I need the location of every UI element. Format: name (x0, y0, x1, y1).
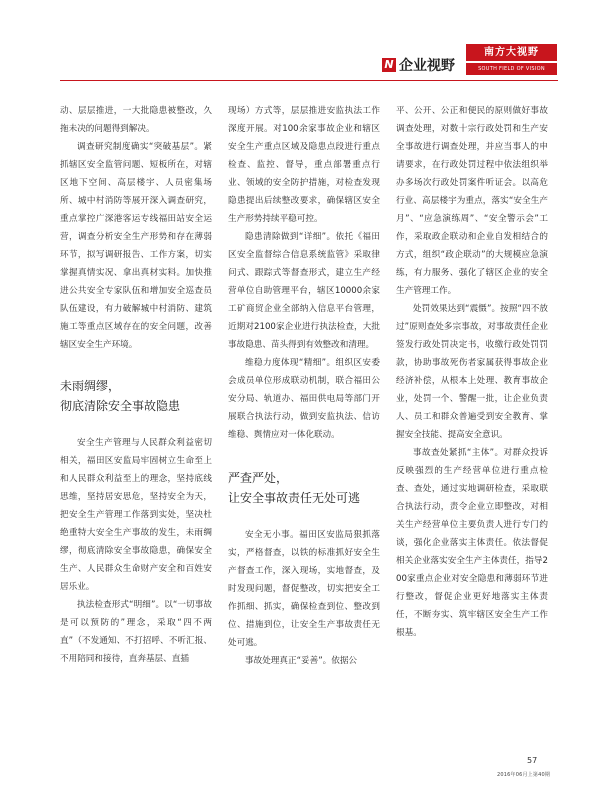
section-heading-line: 让安全事故责任无处可逃 (228, 491, 361, 505)
paragraph: 维稳力度体现“精细”。组织区安委会成员单位形成联动机制，联合福田公安分局、轨道办、福田供电局等部门开展联合执法行动，做到安监执法、信访维稳、舆情应对一体化联动。 (228, 358, 380, 440)
paragraph: 现场）方式等，层层推进安监执法工作深度开展。对100余家事故企业和辖区安全生产重点区域及隐患点段进行重点检查、监控、督导，重点部署重点行业、领域的安全防护措施，对检查发现隐患提出后续整改要求，确保辖区安全生产形势持续平稳可控。 (228, 106, 380, 224)
page-header (0, 44, 596, 80)
section-heading (228, 468, 380, 508)
page-number: 57 (527, 756, 538, 765)
section-subtitle: SOUTH FIELD OF VISION (466, 63, 557, 75)
paragraph: 事故处理真正“妥善”。依据公 (245, 656, 358, 666)
section-heading (60, 376, 212, 416)
section-heading-line: 未雨绸缪， (60, 379, 121, 393)
section-badge: 南方大视野 (466, 44, 557, 61)
paragraph: 安全生产管理与人民群众利益密切相关，福田区安监局牢固树立生命至上和人民群众利益至上的理念，坚持底线思维，坚持居安思危，坚持安全为天，把安全生产管理工作落到实处，坚决杜绝重特大安全生产事故的发生，未雨绸缪，彻底清除安全事故隐患，确保安全生产、人民群众生命财产安全和百姓安居乐业。 (60, 438, 212, 592)
text-column-3 (396, 102, 548, 642)
header-rule (60, 80, 558, 81)
paragraph: 动、层层推进，一大批隐患被整改，久拖未决的问题得到解决。 (60, 106, 212, 134)
section-heading-line: 彻底清除安全事故隐患 (60, 399, 181, 413)
paragraph: 处罚效果达到“震慑”。按照“四不放过”原则查处多宗事故，对事故责任企业签发行政处罚决定书，收缴行政处罚罚款，协助事故死伤者家属获得事故企业经济补偿，从根本上处理、教育事故企业，处罚一个、警醒一批，让企业负责人、员工和群众普遍受到安全教育、掌握安全技能、提高安全意识。 (396, 304, 548, 440)
paragraph: 平、公开、公正和便民的原则做好事故调查处理，对数十宗行政处罚和生产安全事故进行调查处理，并应当事人的申请要求，在行政处罚过程中依法组织举办多场次行政处罚案件听证会。以高危行业、高层楼宇为重点，落实“安全生产月”、“应急演练周”、“安全警示会”工作，采取政企联动和企业自发相结合的方式，组织“政企联动”的大规模应急演练，有力服务、强化了辖区企业的安全生产管理工作。 (396, 106, 548, 296)
magazine-logo-icon: N (382, 58, 396, 72)
section-heading-line: 严查严处， (228, 471, 289, 485)
column-brand-title: 企业视野 (399, 58, 455, 74)
issue-info: 2016年06月上第40期 (497, 772, 551, 778)
text-column-1 (60, 102, 212, 668)
paragraph: 调查研究制度确实“突破基层”。紧抓辖区安全监管问题、短板所在，对辖区地下空间、高层楼宇、人员密集场所、城中村消防等展开深入调查研究，重点掌控广深港客运专线福田站安全运营，调查分析安全生产形势和存在薄弱环节，拟写调研报告、工作方案，切实掌握真情实况、拿出真材实料。加快推进公共安全专家队伍和增加安全巡查员队伍建设，有力破解城中村消防、建筑施工等重点区域存在的安全问题，改善辖区安全生产环境。 (60, 142, 212, 350)
paragraph: 事故查处紧抓“主体”。对群众投诉反映强烈的生产经营单位进行重点检查、查处，通过实地调研检查，采取联合执法行动，责令企业立即整改，对相关生产经营单位主要负责人进行专门约谈，强化企业落实主体责任。依法督促相关企业落实安全生产主体责任，指导200家重点企业对安全隐患和薄弱环节进行整改，督促企业更好地落实主体责任，不断夯实、筑牢辖区安全生产工作根基。 (396, 448, 548, 638)
text-column-2 (228, 102, 380, 670)
paragraph: 执法检查形式“明细”。以“一切事故是可以预防的”理念，采取“四不两直”（不发通知、不打招呼、不听汇报、不用陪同和接待，直奔基层、直插 (60, 600, 212, 664)
paragraph: 隐患清除做到“详细”。依托《福田区安全监督综合信息系统监管》采取律问式、跟踪式等督查形式，建立生产经营单位自助管理平台，辖区10000余家工矿商贸企业全部纳入信息平台管理，近期对2100家企业进行执法检查，大批事故隐患、苗头得到有效整改和清理。 (228, 232, 380, 350)
paragraph: 安全无小事。福田区安监局狠抓落实，严格督查，以铁的标准抓好安全生产督查工作，深入现场，实地督查，及时发现问题，督促整改，切实把安全工作抓细、抓实，确保检查到位、整改到位、措施到位，让安全生产事故责任无处可逃。 (228, 530, 380, 648)
